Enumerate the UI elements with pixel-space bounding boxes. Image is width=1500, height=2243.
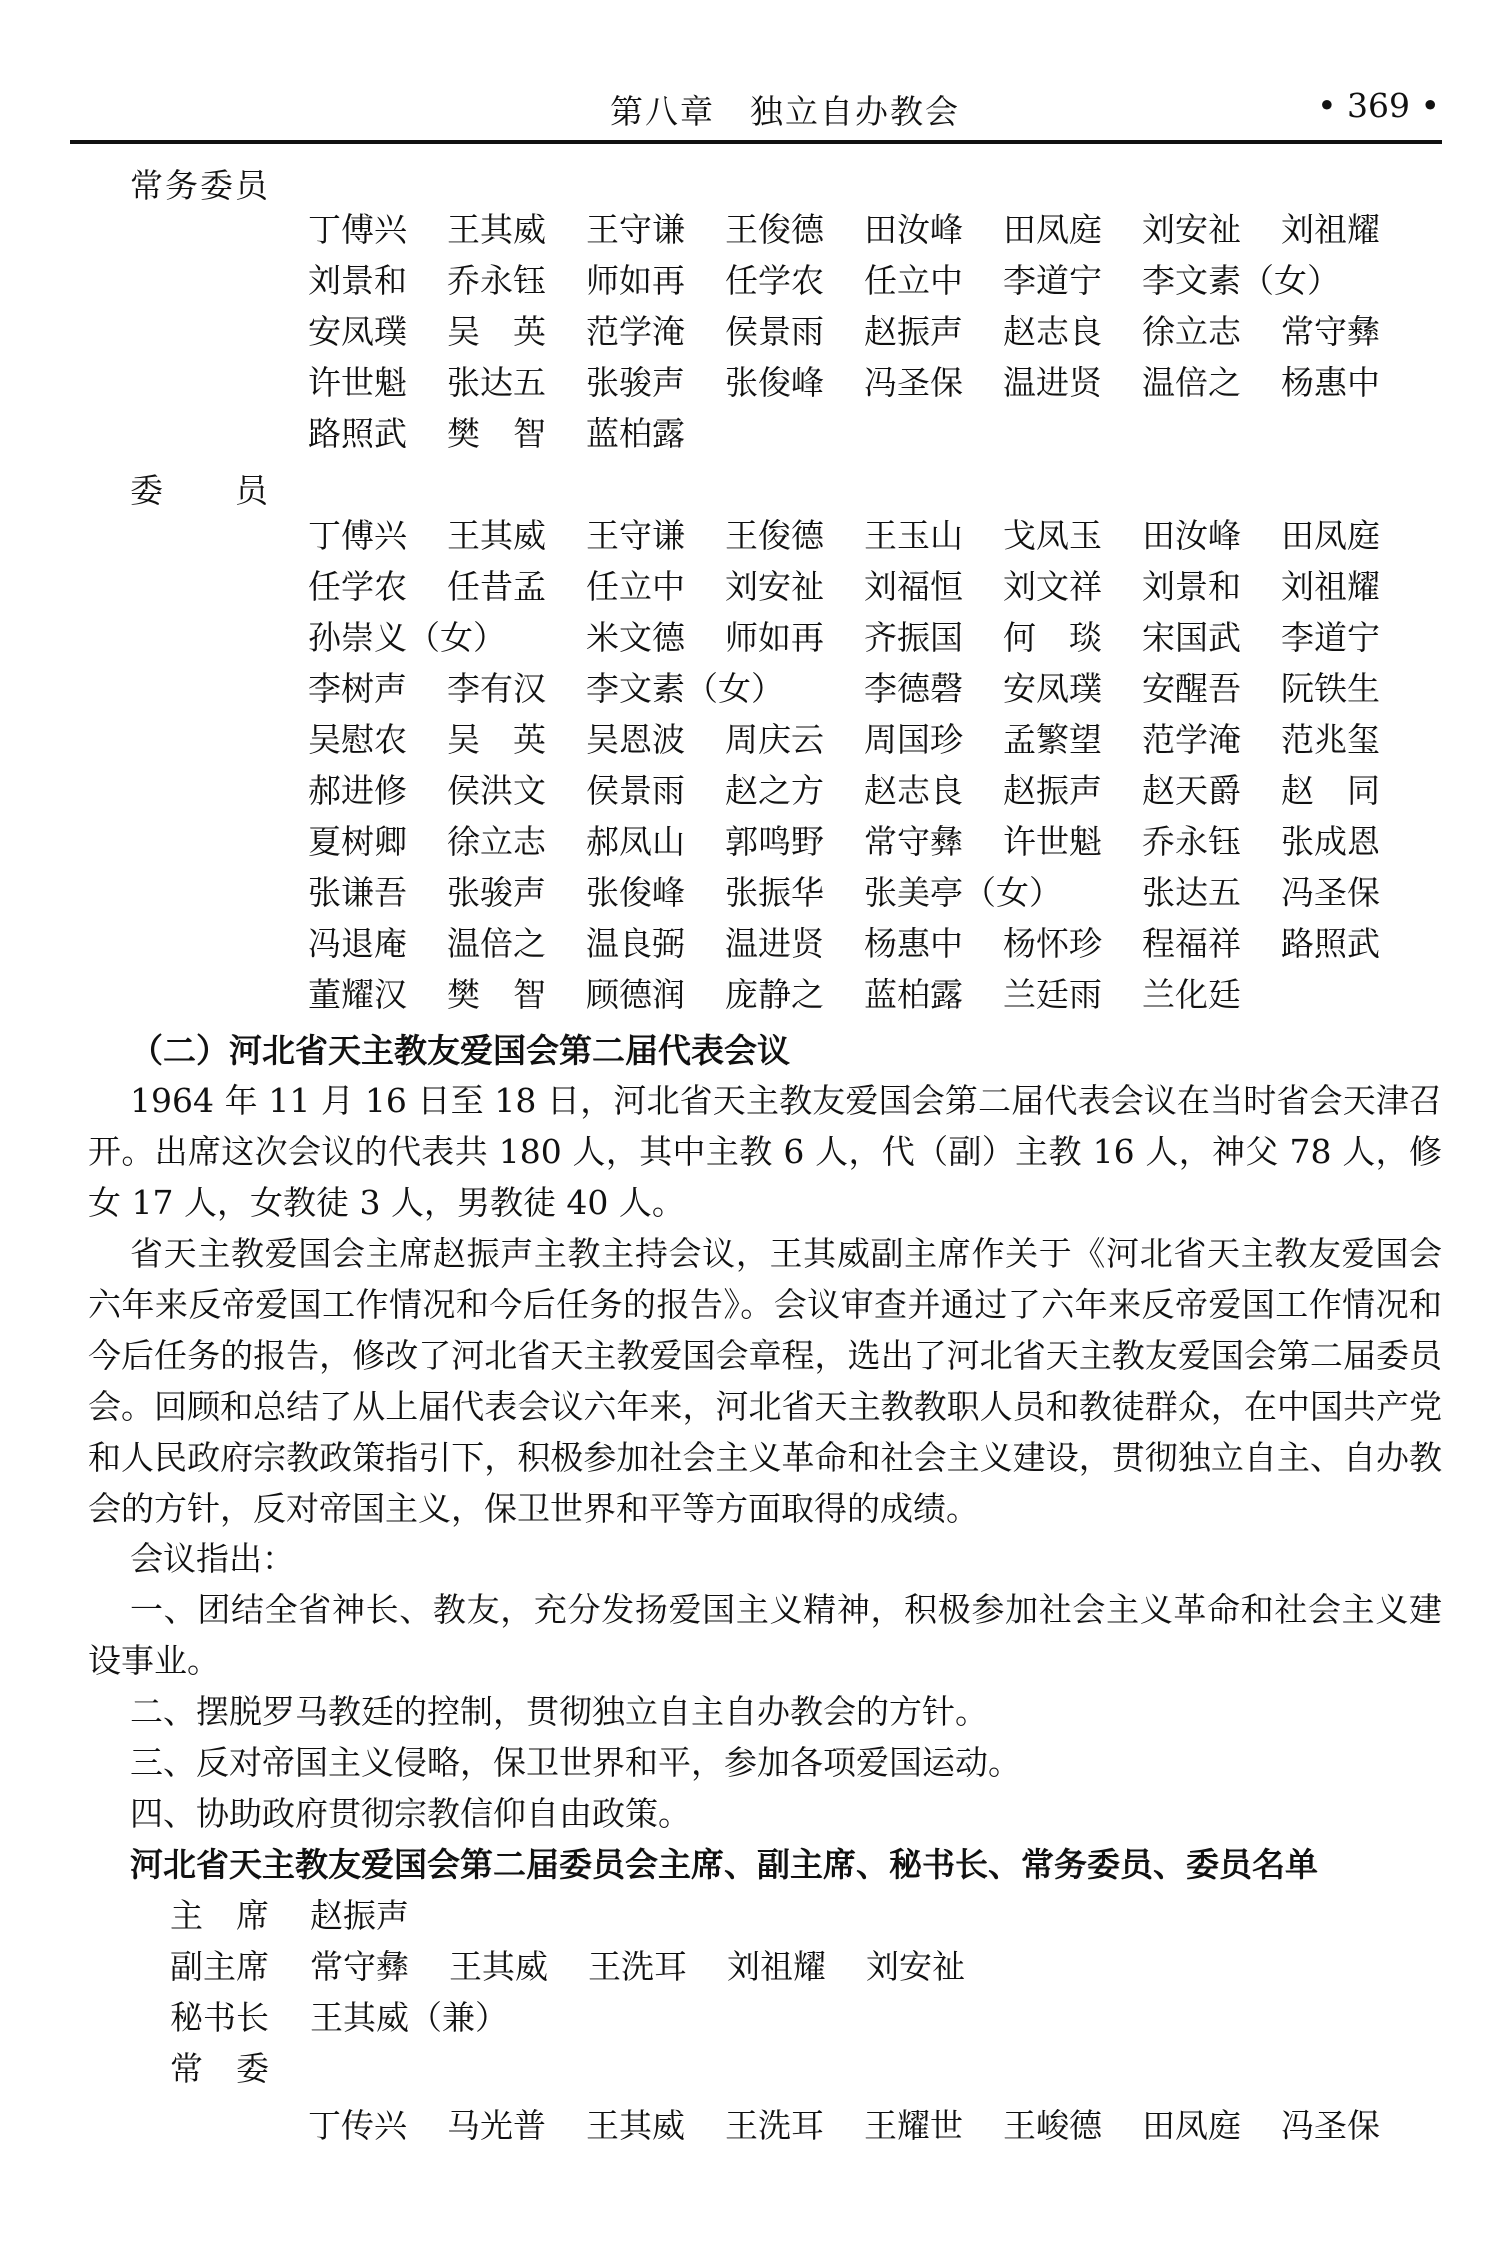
member-row [308, 816, 1448, 867]
member-name: 吴 英 [447, 720, 546, 759]
member-name: 齐振国 [864, 618, 963, 657]
standing-committee-name: 王耀世 [864, 2106, 963, 2145]
member-name: 任立中 [586, 567, 685, 606]
standing-name: 王俊德 [725, 210, 824, 249]
member-name: 郭鸣野 [725, 822, 824, 861]
standing-name: 田凤庭 [1003, 210, 1102, 249]
member-row [308, 663, 1448, 714]
chair-label: 主 席 [170, 1896, 269, 1935]
member-name: 王守谦 [586, 516, 685, 555]
standing-name: 安凤璞 [308, 312, 407, 351]
standing-committee-label: 常 委 [170, 2049, 269, 2088]
paragraph-2: 省天主教爱国会主席赵振声主教主持会议，王其威副主席作关于《河北省天主教友爱国会六年来反帝爱国工作情况和今后任务的报告》。会议审查并通过了六年来反帝爱国工作情况和今后任务的报告，修改了河北省天主教爱国会章程，选出了河北省天主教友爱国会第二届委员会。回顾和总结了从上届代表会议六年来，河北省天主教教职人员和教徒群众，在中国共产党和人民政府宗教政策指引下，积极参加社会主义革命和社会主义建设，贯彻独立自主、自办教会的方针，反对帝国主义，保卫世界和平等方面取得的成绩。 [88, 1234, 1442, 1528]
members-label: 委 员 [130, 471, 270, 510]
standing-row [308, 408, 1448, 459]
point-3: 三、反对帝国主义侵略，保卫世界和平，参加各项爱国运动。 [130, 1743, 1021, 1782]
standing-name: 蓝柏露 [586, 414, 685, 453]
member-name: 郝进修 [308, 771, 407, 810]
member-name: 张振华 [725, 873, 824, 912]
member-name: 何 琰 [1003, 618, 1102, 657]
section-title: （二）河北省天主教友爱国会第二届代表会议 [130, 1031, 790, 1070]
member-name: 兰廷雨 [1003, 975, 1102, 1014]
standing-row [308, 357, 1448, 408]
standing-name: 樊 智 [447, 414, 546, 453]
vice-chair-name: 王洗耳 [588, 1947, 687, 1986]
member-name: 孟繁望 [1003, 720, 1102, 759]
standing-name: 任学农 [725, 261, 824, 300]
member-name: 侯洪文 [447, 771, 546, 810]
member-row [308, 561, 1448, 612]
member-name: 王玉山 [864, 516, 963, 555]
member-name: 范兆玺 [1281, 720, 1380, 759]
member-row [308, 765, 1448, 816]
member-name: 温倍之 [447, 924, 546, 963]
standing-name: 乔永钰 [447, 261, 546, 300]
standing-name: 任立中 [864, 261, 963, 300]
standing-name: 刘景和 [308, 261, 407, 300]
member-name: 程福祥 [1142, 924, 1241, 963]
members-list [308, 510, 1448, 1020]
member-name: 樊 智 [447, 975, 546, 1014]
member-name [1003, 867, 1142, 918]
secretary-label: 秘书长 [170, 1998, 269, 2037]
member-name: 范学淹 [1142, 720, 1241, 759]
member-row [308, 510, 1448, 561]
member-name: 许世魁 [1003, 822, 1102, 861]
member-name: 丁傅兴 [308, 516, 407, 555]
member-name: 李德磬 [864, 669, 963, 708]
member-name: 冯退庵 [308, 924, 407, 963]
member-name: 赵 同 [1281, 771, 1380, 810]
vice-chair-name: 刘安祉 [866, 1947, 965, 1986]
standing-name: 常守彝 [1281, 312, 1380, 351]
member-name: 徐立志 [447, 822, 546, 861]
member-name: 刘祖耀 [1281, 567, 1380, 606]
member-name: 常守彝 [864, 822, 963, 861]
standing-name: 李道宁 [1003, 261, 1102, 300]
standing-name: 赵志良 [1003, 312, 1102, 351]
point-2: 二、摆脱罗马教廷的控制，贯彻独立自主自办教会的方针。 [130, 1692, 988, 1731]
standing-committee-name: 田凤庭 [1142, 2106, 1241, 2145]
member-name: 张达五 [1142, 873, 1241, 912]
member-name: 温良弼 [586, 924, 685, 963]
standing-name: 许世魁 [308, 363, 407, 402]
member-name: 杨怀珍 [1003, 924, 1102, 963]
member-name: 李道宁 [1281, 618, 1380, 657]
member-name: 张骏声 [447, 873, 546, 912]
member-name: 张谦吾 [308, 873, 407, 912]
member-name: 任学农 [308, 567, 407, 606]
standing-name: 王其威 [447, 210, 546, 249]
standing-committee-name: 王其威 [586, 2106, 685, 2145]
member-name: 蓝柏露 [864, 975, 963, 1014]
member-name: 戈凤玉 [1003, 516, 1102, 555]
standing-committee-row [170, 2043, 310, 2090]
standing-members-list [308, 204, 1448, 459]
member-name: 周庆云 [725, 720, 824, 759]
member-name: 董耀汉 [308, 975, 407, 1014]
member-name: 乔永钰 [1142, 822, 1241, 861]
member-name: 赵之方 [725, 771, 824, 810]
member-name: 兰化廷 [1142, 975, 1241, 1014]
standing-committee-names-row [308, 2100, 1448, 2151]
member-name: 王其威 [447, 516, 546, 555]
chair-row [170, 1890, 409, 1937]
member-name: 顾德润 [586, 975, 685, 1014]
member-name: 任昔孟 [447, 567, 546, 606]
member-name: 吴恩波 [586, 720, 685, 759]
chapter-title: 第八章 独立自办教会 [610, 92, 960, 131]
standing-name: 徐立志 [1142, 312, 1241, 351]
standing-name: 张骏声 [586, 363, 685, 402]
member-name: 宋国武 [1142, 618, 1241, 657]
member-name: 赵天爵 [1142, 771, 1241, 810]
member-name: 冯圣保 [1281, 873, 1380, 912]
point-4: 四、协助政府贯彻宗教信仰自由政策。 [130, 1794, 691, 1833]
member-name: 侯景雨 [586, 771, 685, 810]
member-row [308, 714, 1448, 765]
member-name: 郝凤山 [586, 822, 685, 861]
standing-name: 吴 英 [447, 312, 546, 351]
member-name [447, 612, 586, 663]
running-header [70, 86, 1440, 136]
vice-chair-list [310, 1941, 1005, 1988]
standing-committee-name: 马光普 [447, 2106, 546, 2145]
standing-name: 侯景雨 [725, 312, 824, 351]
member-name: 孙崇义（女） [308, 618, 506, 657]
member-name: 周国珍 [864, 720, 963, 759]
vice-chair-name: 常守彝 [310, 1947, 409, 1986]
member-name: 田汝峰 [1142, 516, 1241, 555]
member-name: 吴慰农 [308, 720, 407, 759]
member-name [725, 663, 864, 714]
member-name: 米文德 [586, 618, 685, 657]
member-row [308, 612, 1448, 663]
standing-name: 赵振声 [864, 312, 963, 351]
member-name: 赵志良 [864, 771, 963, 810]
member-name: 刘景和 [1142, 567, 1241, 606]
member-name: 路照武 [1281, 924, 1380, 963]
standing-name: 王守谦 [586, 210, 685, 249]
member-name: 王俊德 [725, 516, 824, 555]
standing-name: 李文素（女） [1142, 261, 1340, 300]
standing-row [308, 255, 1448, 306]
member-row [308, 867, 1448, 918]
standing-committee-list [308, 2100, 1448, 2151]
paragraph-1: 1964 年 11 月 16 日至 18 日，河北省天主教友爱国会第二届代表会议在当时省会天津召开。出席这次会议的代表共 180 人，其中主教 6 人，代（副）主教 16 人，神父 78 人，修女 17 人，女教徒 3 人，男教徒 40 人。 [88, 1081, 1442, 1222]
standing-name: 杨惠中 [1281, 363, 1380, 402]
member-name: 赵振声 [1003, 771, 1102, 810]
point-1: 一、团结全省神长、教友，充分发扬爱国主义精神，积极参加社会主义革命和社会主义建设事业。 [88, 1590, 1442, 1680]
paragraph-3: 会议指出： [130, 1539, 295, 1578]
member-row [308, 969, 1448, 1020]
member-name: 张美亭（女） [864, 873, 1062, 912]
member-name: 李有汉 [447, 669, 546, 708]
page-number: • 369 • [1317, 86, 1440, 125]
vice-chair-label: 副主席 [170, 1947, 269, 1986]
standing-committee-name: 王峻德 [1003, 2106, 1102, 2145]
chair-name: 赵振声 [310, 1896, 409, 1935]
vice-chair-name: 王其威 [449, 1947, 548, 1986]
standing-name: 温进贤 [1003, 363, 1102, 402]
member-name: 刘福恒 [864, 567, 963, 606]
standing-committee-name: 王洗耳 [725, 2106, 824, 2145]
member-name: 张俊峰 [586, 873, 685, 912]
standing-name: 温倍之 [1142, 363, 1241, 402]
standing-row [308, 204, 1448, 255]
member-name: 安凤璞 [1003, 669, 1102, 708]
standing-committee-name: 丁传兴 [308, 2106, 407, 2145]
member-name: 夏树卿 [308, 822, 407, 861]
member-name: 李文素（女） [586, 669, 784, 708]
member-name: 安醒吾 [1142, 669, 1241, 708]
standing-name: 张达五 [447, 363, 546, 402]
member-name: 张成恩 [1281, 822, 1380, 861]
member-name: 杨惠中 [864, 924, 963, 963]
secretary-row [170, 1992, 508, 2039]
vice-chair-row [170, 1941, 1005, 1988]
standing-name: 师如再 [586, 261, 685, 300]
member-name: 师如再 [725, 618, 824, 657]
standing-name: 刘安祉 [1142, 210, 1241, 249]
member-name: 刘安祉 [725, 567, 824, 606]
member-name: 温进贤 [725, 924, 824, 963]
standing-name: 范学淹 [586, 312, 685, 351]
standing-name: 路照武 [308, 414, 407, 453]
standing-members-label: 常务委员 [130, 166, 270, 205]
vice-chair-name: 刘祖耀 [727, 1947, 826, 1986]
member-name: 李树声 [308, 669, 407, 708]
standing-committee-name: 冯圣保 [1281, 2106, 1380, 2145]
standing-name: 张俊峰 [725, 363, 824, 402]
member-row [308, 918, 1448, 969]
secretary-name: 王其威（兼） [310, 1998, 508, 2037]
member-name: 田凤庭 [1281, 516, 1380, 555]
member-name: 庞静之 [725, 975, 824, 1014]
roster-title: 河北省天主教友爱国会第二届委员会主席、副主席、秘书长、常务委员、委员名单 [130, 1845, 1318, 1884]
header-rule [70, 140, 1442, 144]
standing-name: 刘祖耀 [1281, 210, 1380, 249]
member-name: 刘文祥 [1003, 567, 1102, 606]
standing-row [308, 306, 1448, 357]
standing-name: 丁傅兴 [308, 210, 407, 249]
member-name: 阮铁生 [1281, 669, 1380, 708]
standing-name: 田汝峰 [864, 210, 963, 249]
standing-name: 冯圣保 [864, 363, 963, 402]
